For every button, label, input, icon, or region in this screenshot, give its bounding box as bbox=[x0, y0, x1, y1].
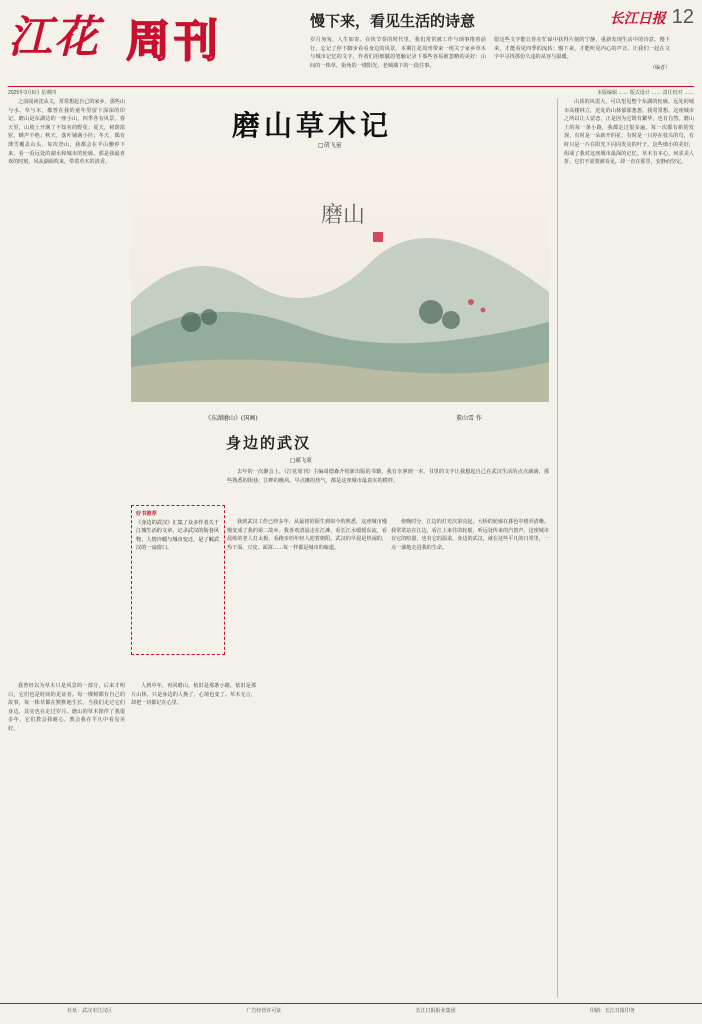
masthead-subtitle: 周刊 bbox=[126, 16, 222, 67]
footer-address: 社址：武汉市江汉区 bbox=[67, 1008, 113, 1014]
sub-article-title: 身边的武汉 bbox=[226, 434, 312, 452]
article-title: 磨山草木记 bbox=[232, 109, 393, 142]
landscape-painting bbox=[131, 152, 549, 402]
footer-printer: 印刷：长江日报印务 bbox=[589, 1008, 635, 1014]
painting-caption: 《东湖磨山》(国画) bbox=[205, 415, 258, 422]
feature-credit: （编者） bbox=[649, 64, 670, 71]
left-column: 之前阅读沈从文，常常想起自己的家乡。那些山与水、草与木，都曾在我的童年里留下深深的印记。磨山是东湖边的一座小山，四季各有风景。春天里，山坡上开满了不知名的野花；夏天，树荫浓密，蝉声不绝；秋天，落叶铺满小径；冬天，偶有薄雪覆盖山头。每次登山，我都会在半山腰停下来，看一看远处的湖水和城市的轮廓。那是我最喜欢的时刻，风从湖面吹来，带着草木的清香。 bbox=[8, 99, 125, 166]
footer-license: 广告经营许可证 bbox=[246, 1008, 282, 1014]
dateline bbox=[8, 86, 694, 96]
svg-text:磨山: 磨山 bbox=[321, 203, 366, 228]
box-title: 好书推荐 bbox=[136, 511, 157, 517]
feature-col-2: 愿这些文字能让你在忙碌中获得片刻的宁静，重新发现生活中的诗意。慢下来，才能看见四季的流转；慢下来，才能听见内心的声音。让我们一起在文字中寻找那份久违的从容与温暖。 （编者） bbox=[494, 37, 670, 71]
painter-credit: 董山雪 作 bbox=[456, 415, 482, 422]
left-column-3: 人到中年，再回磨山，依旧是那条小路，依旧是那片山林。只是身边的人换了，心境也变了。草木无言，却把一切都记在心里。 bbox=[131, 683, 256, 707]
editor-credits: 本版编辑 …… 版式设计 …… 责任校对 …… bbox=[597, 90, 694, 96]
feature-intro bbox=[310, 10, 670, 72]
left-column-2: 我曾经以为草木只是风景的一部分，后来才明白，它们也是时间的见证者。每一棵树都有自己的故事，每一株草都在默默地生长。当我们走过它们身边，其实也在走过岁月。磨山的草木陪伴了我很多年，它们教会我耐心，教会我在平凡中看见美好。 bbox=[8, 683, 125, 732]
sub-article-intro: 去年的一次聚会上，《江花周刊》主编周德森介绍新出版的书籍，我有幸拿到一本。书里的文字让我想起自己在武汉生活的点点滴滴，那些熟悉的街巷、江畔的晚风、早点摊的热气，都是这座城市最真实的模样。 bbox=[227, 469, 549, 484]
article-author: □胡飞童 bbox=[318, 142, 342, 149]
box-text: 《身边的武汉》汇集了众多作者关于江城生活的文章，记录武汉的街巷风物、人情冷暖与城市变迁，是了解武汉的一扇窗口。 bbox=[136, 519, 220, 551]
mid-column-2: 傍晚时分，江边的灯光次第亮起，大桥的轮廓在暮色中格外清晰。我常常站在江边，看江上来往的轮船，听远处传来的汽笛声。这座城市有它的喧嚣，也有它的温柔。身边的武汉，就在这些平凡的日常里，一点一滴地走进我的生命。 bbox=[391, 519, 549, 551]
masthead-title: 江花 bbox=[8, 12, 100, 63]
masthead bbox=[8, 8, 268, 73]
mid-column-1: 我到武汉工作已经多年，从最初的陌生到如今的熟悉，这座城市慢慢变成了我的第二故乡。我喜欢清晨走在江滩，看长江水缓缓东流，看晨练的老人打太极，看跑步的年轻人迎着朝阳。武汉的早晨是热闹的，热干面、豆皮、面窝……每一样都是城市的味道。 bbox=[227, 519, 387, 551]
footer bbox=[0, 1003, 702, 1017]
paper-logo: 长江日报 bbox=[609, 10, 666, 27]
sub-article-author: □郝飞童 bbox=[290, 458, 312, 464]
footer-publisher: 长江日报报业集团 bbox=[415, 1008, 456, 1014]
feature-col-1: 岁月匆匆，人生如寄。在快节奏的时代里，我们常常被工作与琐事推着前行，忘记了停下脚步看看身边的风景。本期江花周刊带来一组关于家乡草木与城市记忆的文字，作者们用细腻的笔触记录下那些容易被忽略的美好：山间的一株草，街角的一缕阳光，老城墙下的一段往事。 bbox=[310, 37, 486, 69]
book-recommend-box bbox=[131, 505, 225, 655]
issue-date: 2025年3月6日 星期四 bbox=[8, 90, 57, 96]
right-column: 山顶的风很大，可以望见整个东湖的轮廓。远处的城市高楼林立，近处的山林郁郁葱葱。我常常想，这座城市之所以让人留恋，正是因为它既有繁华，也有自然。磨山上的每一条小路，我都走过很多遍，每一次都有新的发现。有时是一朵新开的花，有时是一只停在枝头的鸟，有时只是一片在阳光下闪闪发亮的叶子。这些细小的美好，组成了我对这座城市最深的记忆。草木有本心，何求美人折。它们不需要被看见，却一直在那里，安静而坚定。 bbox=[557, 98, 694, 998]
header-band bbox=[0, 0, 702, 78]
feature-title: 慢下来，看见生活的诗意 bbox=[310, 12, 476, 30]
page-number: 12 bbox=[671, 6, 694, 28]
painting bbox=[131, 152, 549, 402]
